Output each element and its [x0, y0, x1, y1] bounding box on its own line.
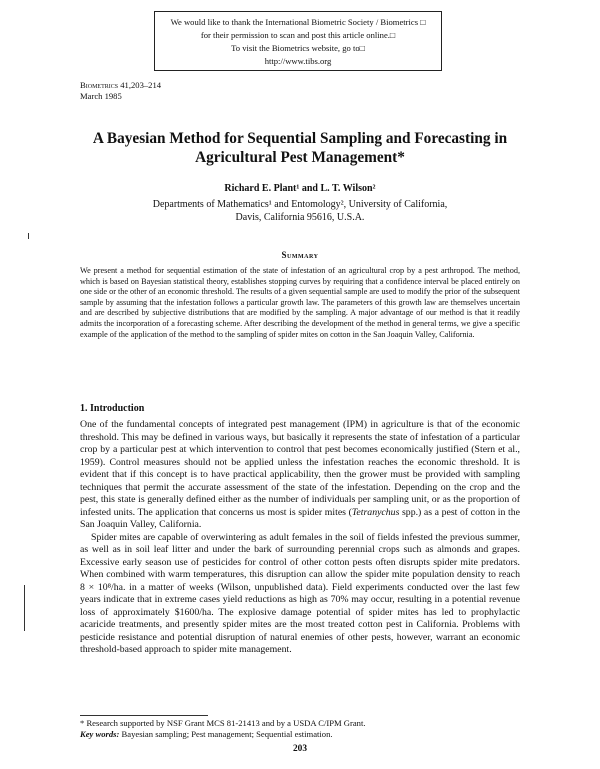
journal-name: Biometrics: [80, 80, 119, 90]
keywords-text: Bayesian sampling; Pest management; Sequential estimation.: [119, 728, 333, 739]
notice-url[interactable]: http://www.tibs.org: [264, 56, 332, 66]
affiliation-line-1: Departments of Mathematics¹ and Entomology², University of California,: [152, 199, 448, 210]
affiliation-line-2: Davis, California 95616, U.S.A.: [235, 212, 365, 223]
journal-date: March 1985: [80, 91, 122, 101]
author-list: Richard E. Plant¹ and L. T. Wilson²: [224, 183, 376, 194]
affiliation: [60, 198, 540, 224]
scan-margin-mark: [28, 233, 29, 239]
funding-footnote: * Research supported by NSF Grant MCS 81-21413 and by a USDA C/IPM Grant.: [80, 718, 366, 728]
notice-line-3: To visit the Biometrics website, go to□: [231, 43, 365, 53]
article-title: [60, 129, 540, 167]
journal-volume-pages: 41,203–214: [118, 80, 162, 90]
title-line-1: A Bayesian Method for Sequential Sampling and Forecasting in: [92, 130, 508, 147]
introduction-paragraph-1: One of the fundamental concepts of integrated pest management (IPM) in agriculture is that of the economic threshold. This may be defined in various ways, but basically it represents the state of infestation of a particular crop by a particular pest at which intervention to control that pest becomes economically justified (Stern et al., 1959). Control measures should not be applied unless the infestation reaches the economic threshold. It is evident that if this concept is to have practical applicability, then the grower must be provided with sampling techniques that permit the accurate assessment of the state of the infestation. Depending on the crop and the pest, this state is generally defined either as the number of individuals per sampling unit, or as the proportion of infested units. The application that concerns us most is spider mites (Tetranychus spp.) as a pest of cotton in the San Joaquin Valley, California.: [80, 419, 520, 530]
footnote-divider: [80, 715, 208, 716]
permission-notice-box: [154, 11, 442, 71]
section-heading-introduction: 1. Introduction: [80, 403, 145, 414]
keywords-label: Key words:: [80, 728, 120, 739]
scan-margin-mark: [24, 585, 25, 631]
title-line-2: Agricultural Pest Management*: [195, 149, 405, 166]
introduction-paragraph-2: Spider mites are capable of overwintering as adult females in the soil of fields infested the previous summer, as well as in soil leaf litter and under the bark of surrounding perennial crops such as almonds and grapes. Excessive early season use of pesticides for control of other cotton pests often disrupts spider mite predators. When combined with warm temperatures, this disruption can allow the spider mite population density to reach 8 × 10⁸/ha. in a matter of weeks (Wilson, unpublished data). Field experiments conducted over the last few years indicate that in extreme cases yield reductions as high as 70% may occur, resulting in a potential revenue loss of approximately $1600/ha. The explosive damage potential of spider mites has led to prophylactic acaricide treatments, and presently spider mites are the most treated cotton pest in California. Problems with pesticide resistance and potential disruption of natural enemies of other pests, however, warrant an economic threshold-based approach to spider mite management.: [80, 531, 520, 655]
notice-line-1: We would like to thank the International Biometric Society / Biometrics □: [170, 17, 426, 27]
notice-line-2: for their permission to scan and post this article online.□: [200, 30, 396, 40]
summary-heading: Summary: [281, 250, 319, 260]
journal-citation: [80, 80, 161, 102]
summary-text: We present a method for sequential estimation of the state of infestation of an agricultural crop by a pest arthropod. The method, which is based on Bayesian statistical theory, establishes stopping curves by requiring that a confidence interval be placed entirely on one side or the other of an economic threshold. The results of a given sequential sample are used to modify the prior of the subsequent sample by assuming that the infestation follows a particular growth law. The parameters of this growth law are themselves uncertain and are described by subjective distributions that are modified by the sampling. A major advantage of our method is that it readily admits the incorporation of a forecasting scheme. After describing the development of the method in general terms, we give a specific example of the application of the method to the sampling of spider mites on cotton in the San Joaquin Valley, California.: [80, 266, 520, 339]
genus-name: Tetranychus: [351, 506, 400, 518]
introduction-body: [80, 419, 520, 657]
keywords-line: [80, 729, 366, 740]
footnotes: [80, 718, 366, 739]
page-number: 203: [292, 744, 308, 754]
